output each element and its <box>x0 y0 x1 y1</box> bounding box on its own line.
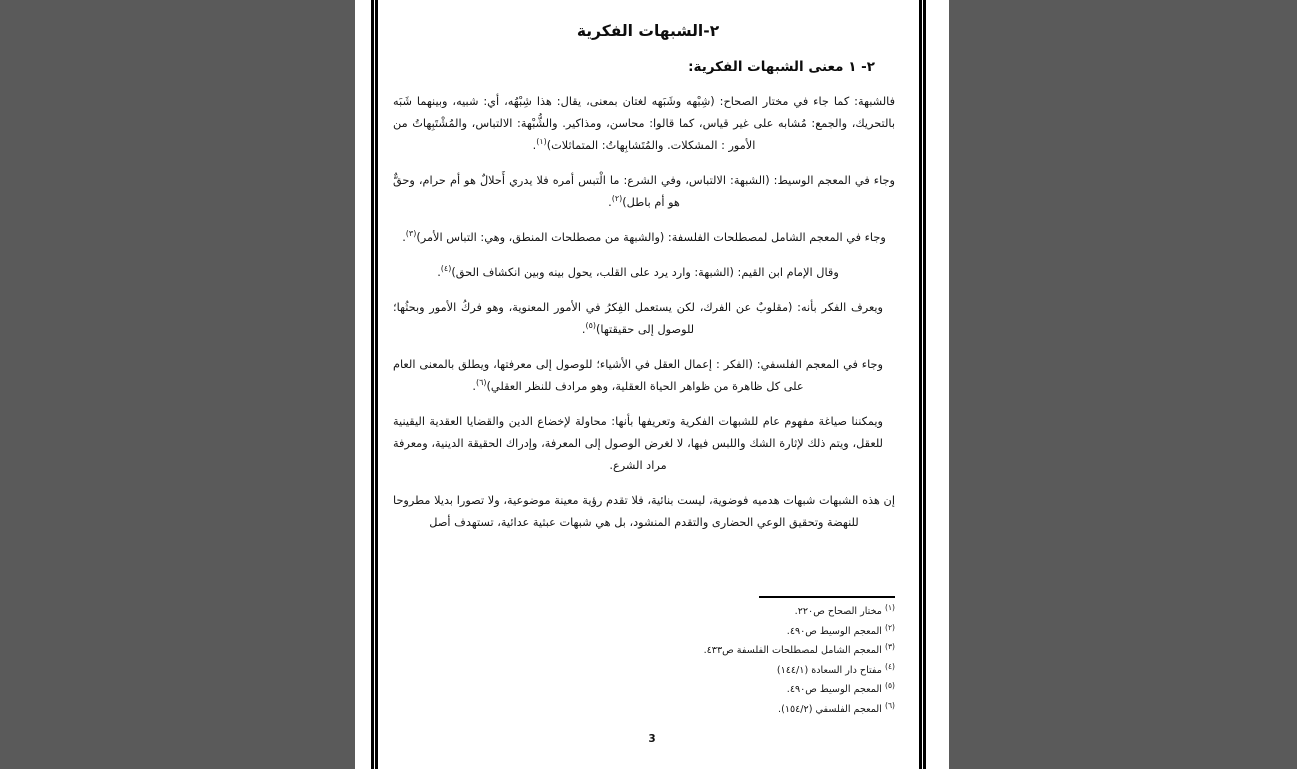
footnote-section <box>383 596 913 719</box>
document-page <box>355 0 949 769</box>
section-heading: ٢- ١ معنى الشبهات الفكرية: <box>688 59 875 76</box>
footnote-reference[interactable]: (٣) <box>405 228 417 238</box>
paragraph-text: إن هذه الشبهات شبهات هدميه فوضوية، ليست بنائية، فلا تقدم رؤية معينة موضوعية، ولا تصورا بديلا مطروحا للنهضة وتحقيق الوعي الحضارى والتقدم المنشود، بل هي شبهات عبثية عدائية، تستهدف أصل <box>393 493 895 529</box>
footnote-reference[interactable]: (١) <box>536 136 547 146</box>
footnote-reference[interactable]: (٤) <box>440 263 452 273</box>
footnote-item <box>383 641 895 661</box>
footnote-item <box>383 602 895 622</box>
footnote-marker: (٤) <box>884 661 895 671</box>
paragraph <box>383 78 913 157</box>
page-border-right-inner-rule <box>919 0 922 769</box>
paragraph-tail: . <box>437 265 441 279</box>
footnote-item <box>383 661 895 681</box>
footnote-text: المعجم الفلسفي (١٥٤/٢). <box>778 703 882 715</box>
paragraph-tail: . <box>581 322 586 336</box>
footnote-separator-rule <box>759 596 895 598</box>
paragraph-text: وجاء في المعجم الشامل لمصطلحات الفلسفة: (والشبهة من مصطلحات المنطق، وهي: التباس الأمر) <box>416 230 886 244</box>
paragraph <box>383 477 913 534</box>
footnote-item <box>383 700 895 720</box>
footnote-text: المعجم الوسيط ص٤٩٠. <box>786 684 882 695</box>
paragraph <box>383 341 913 398</box>
paragraph-text: ويعرف الفكر بأنه: (مقلوبٌ عن الفرك، لكن يستعمل الفِكرُ في الأمور المعنوية، وهو فركُ الأمور وبحثُها؛ للوصول إلى حقيقتها) <box>393 300 883 336</box>
paragraph-tail: . <box>608 195 612 209</box>
paragraph-text: وقال الإمام ابن القيم: (الشبهة: وارد يرد على القلب، يحول بينه وبين انكشاف الحق) <box>451 265 839 279</box>
paragraph-tail: . <box>472 379 476 393</box>
footnote-text: مختار الصحاح ص٢٢٠. <box>794 606 882 617</box>
page-number: 3 <box>648 733 656 745</box>
footnote-item <box>383 680 895 700</box>
footnote-text: المعجم الوسيط ص٤٩٠. <box>786 625 882 637</box>
paragraph <box>383 284 913 341</box>
paragraph-tail: . <box>532 138 537 152</box>
footnote-reference[interactable]: (٢) <box>611 193 623 203</box>
footnote-marker: (٣) <box>884 641 895 651</box>
page-border-right-outer-rule <box>923 0 926 769</box>
paragraph-text: وجاء في المعجم الفلسفي: (الفكر : إعمال العقل في الأشياء؛ للوصول إلى معرفتها، ويطلق بالمعنى العام على كل ظاهرة من ظواهر الحياة العقلية، وهو مرادف للنظر العقلي) <box>393 357 883 393</box>
page-title: ٢-الشبهات الفكرية <box>576 22 720 40</box>
page-border-left-outer-rule <box>371 0 374 769</box>
paragraph <box>383 249 913 284</box>
paragraph <box>383 398 913 477</box>
footnote-text: مفتاح دار السعادة (١٤٤/١) <box>776 664 882 676</box>
footnote-list <box>383 602 913 719</box>
paragraph-text: ويمكننا صياغة مفهوم عام للشبهات الفكرية وتعريفها بأنها: محاولة لإخضاع الدين والقضايا العقدية اليقينية للعقل، ويتم ذلك لإثارة الشك واللبس فيها، لا لغرض الوصول إلى المعرفة، وإدراك الحقيقة الدينية، ومعرفة مراد الشرع. <box>393 414 883 472</box>
footnote-text: المعجم الشامل لمصطلحات الفلسفة ص٤٣٣. <box>703 645 882 656</box>
footnote-marker: (١) <box>884 602 895 612</box>
footnote-reference[interactable]: (٥) <box>585 320 596 330</box>
paragraph-text: وجاء في المعجم الوسيط: (الشبهة: الالتباس، وفي الشرع: ما الْتبس أمره فلا يدري أَحلالٌ هو أم حرام، وحقٌّ هو أم باطل) <box>393 173 895 209</box>
footnote-reference[interactable]: (٦) <box>475 377 487 387</box>
paragraph <box>383 157 913 214</box>
footnote-marker: (٢) <box>884 622 895 632</box>
footnote-marker: (٦) <box>884 700 895 710</box>
page-border-left-inner-rule <box>375 0 378 769</box>
footnote-marker: (٥) <box>884 680 895 690</box>
paragraph-tail: . <box>402 230 406 244</box>
paragraph-text: فالشبهة: كما جاء في مختار الصحاح: (شِبْهه وشَبَهه لغتان بمعنى، يقال: هذا شِبْهُه، أي: شبيه، وبينهما شَبَه بالتحريك، والجمع: مُشابه على غير قياس، كما قالوا: محاسن، ومذاكير. والشُّبْهة: الالتباس، والمُشْتَبِهاتُ من الأمور : المشكلات. والمُتَشابِهاتُ: المتماثلات) <box>393 94 895 152</box>
footnote-item <box>383 622 895 642</box>
paragraph <box>383 214 913 249</box>
